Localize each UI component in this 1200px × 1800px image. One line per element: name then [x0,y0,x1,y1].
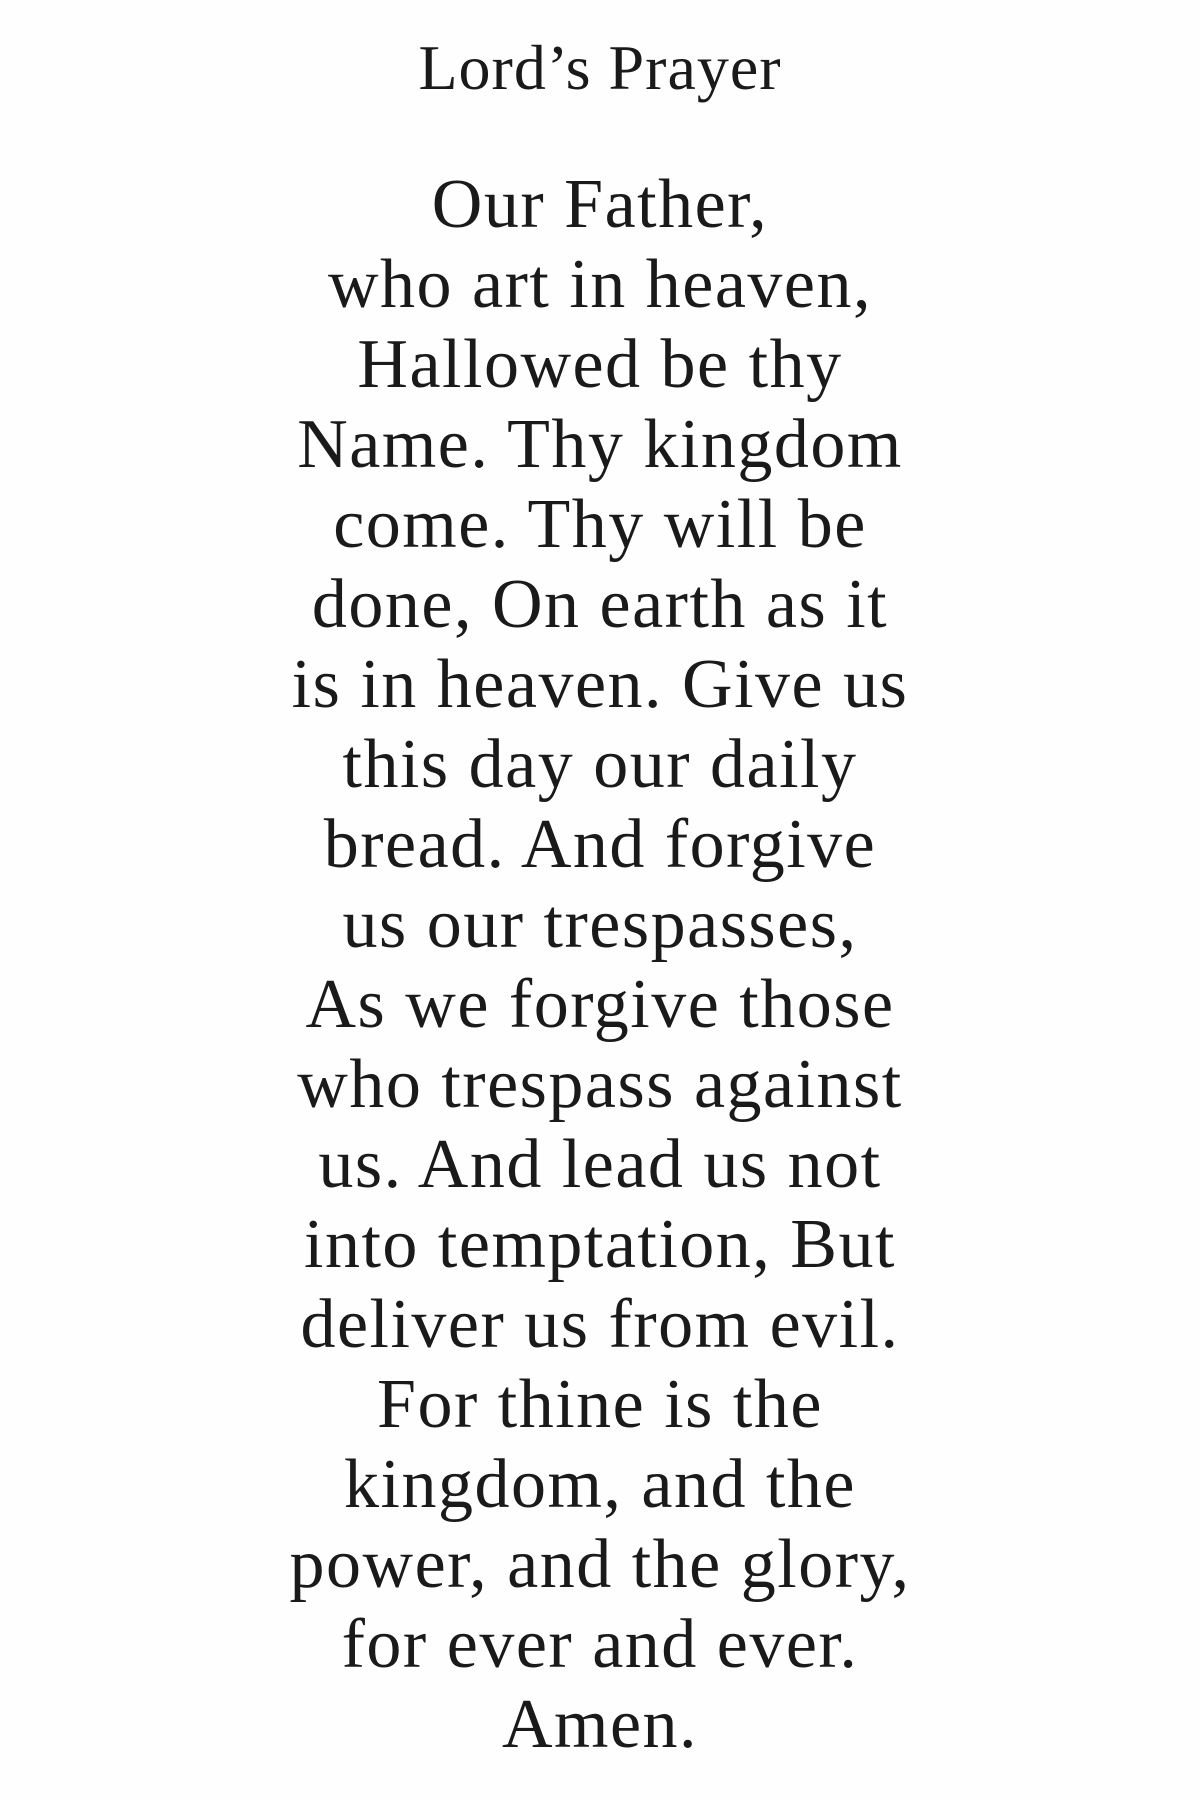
prayer-line: come. Thy will be [333,486,867,563]
prayer-line: For thine is the [377,1366,823,1443]
prayer-title: Lord’s Prayer [418,32,782,103]
prayer-line: power, and the glory, [289,1526,911,1603]
prayer-line: into temptation, But [304,1206,896,1283]
prayer-line: who art in heaven, [327,246,873,323]
prayer-line: kingdom, and the [344,1446,856,1523]
prayer-line: for ever and ever. [341,1606,859,1683]
prayer-line: who trespass against [297,1046,903,1123]
prayer-line: this day our daily [342,726,858,803]
prayer-text [0,165,1200,1765]
prayer-line: deliver us from evil. [300,1286,900,1363]
prayer-line: is in heaven. Give us [291,646,909,723]
prayer-line: us. And lead us not [318,1126,882,1203]
prayer-line: done, On earth as it [311,566,889,643]
prayer-line: Hallowed be thy [357,326,843,403]
prayer-line: As we forgive those [305,966,895,1043]
prayer-line: bread. And forgive [323,806,877,883]
prayer-line: us our trespasses, [342,886,858,963]
prayer-line: Name. Thy kingdom [297,406,903,483]
prayer-line: Our Father, [431,166,769,243]
prayer-line: Amen. [501,1686,699,1763]
